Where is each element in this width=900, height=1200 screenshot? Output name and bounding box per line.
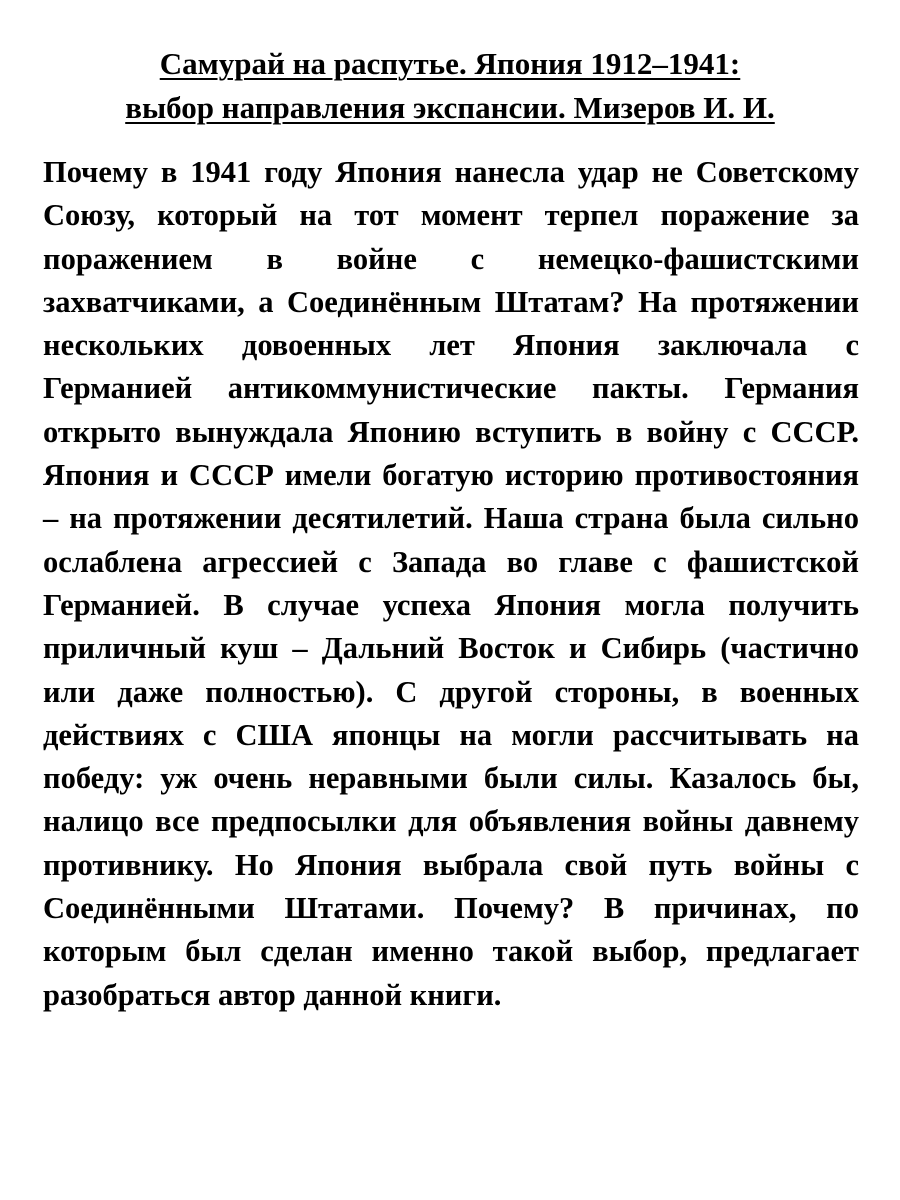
title-line-2: выбор направления экспансии. Мизеров И. И. — [125, 90, 775, 125]
title-line-1: Самурай на распутье. Япония 1912–1941: — [159, 46, 741, 81]
body-paragraph: Почему в 1941 году Япония нанесла удар не Советскому Союзу, который на тот момент терпел поражение за поражением в войне с немецко-фашистскими захватчиками, а Соединённым Штатам? На протяжении нескольких довоенных лет Япония заключала с Германией антикоммунистические пакты. Германия открыто вынуждала Японию вступить в войну с СССР. Япония и СССР имели богатую историю противостояния – на протяжении десятилетий. Наша страна была сильно ослаблена агрессией с Запада во главе с фашистской Германией. В случае успеха Япония могла получить приличный куш – Дальний Восток и Сибирь (частично или даже полностью). С другой стороны, в военных действиях с США японцы на могли рассчитывать на победу: уж очень неравными были силы. Казалось бы, налицо все предпосылки для объявления войны давнему противнику. Но Япония выбрала свой путь войны с Соединёнными Штатами. Почему? В причинах, по которым был сделан именно такой выбор, предлагает разобраться автор данной книги. — [43, 155, 859, 1012]
document-title — [0, 42, 900, 130]
